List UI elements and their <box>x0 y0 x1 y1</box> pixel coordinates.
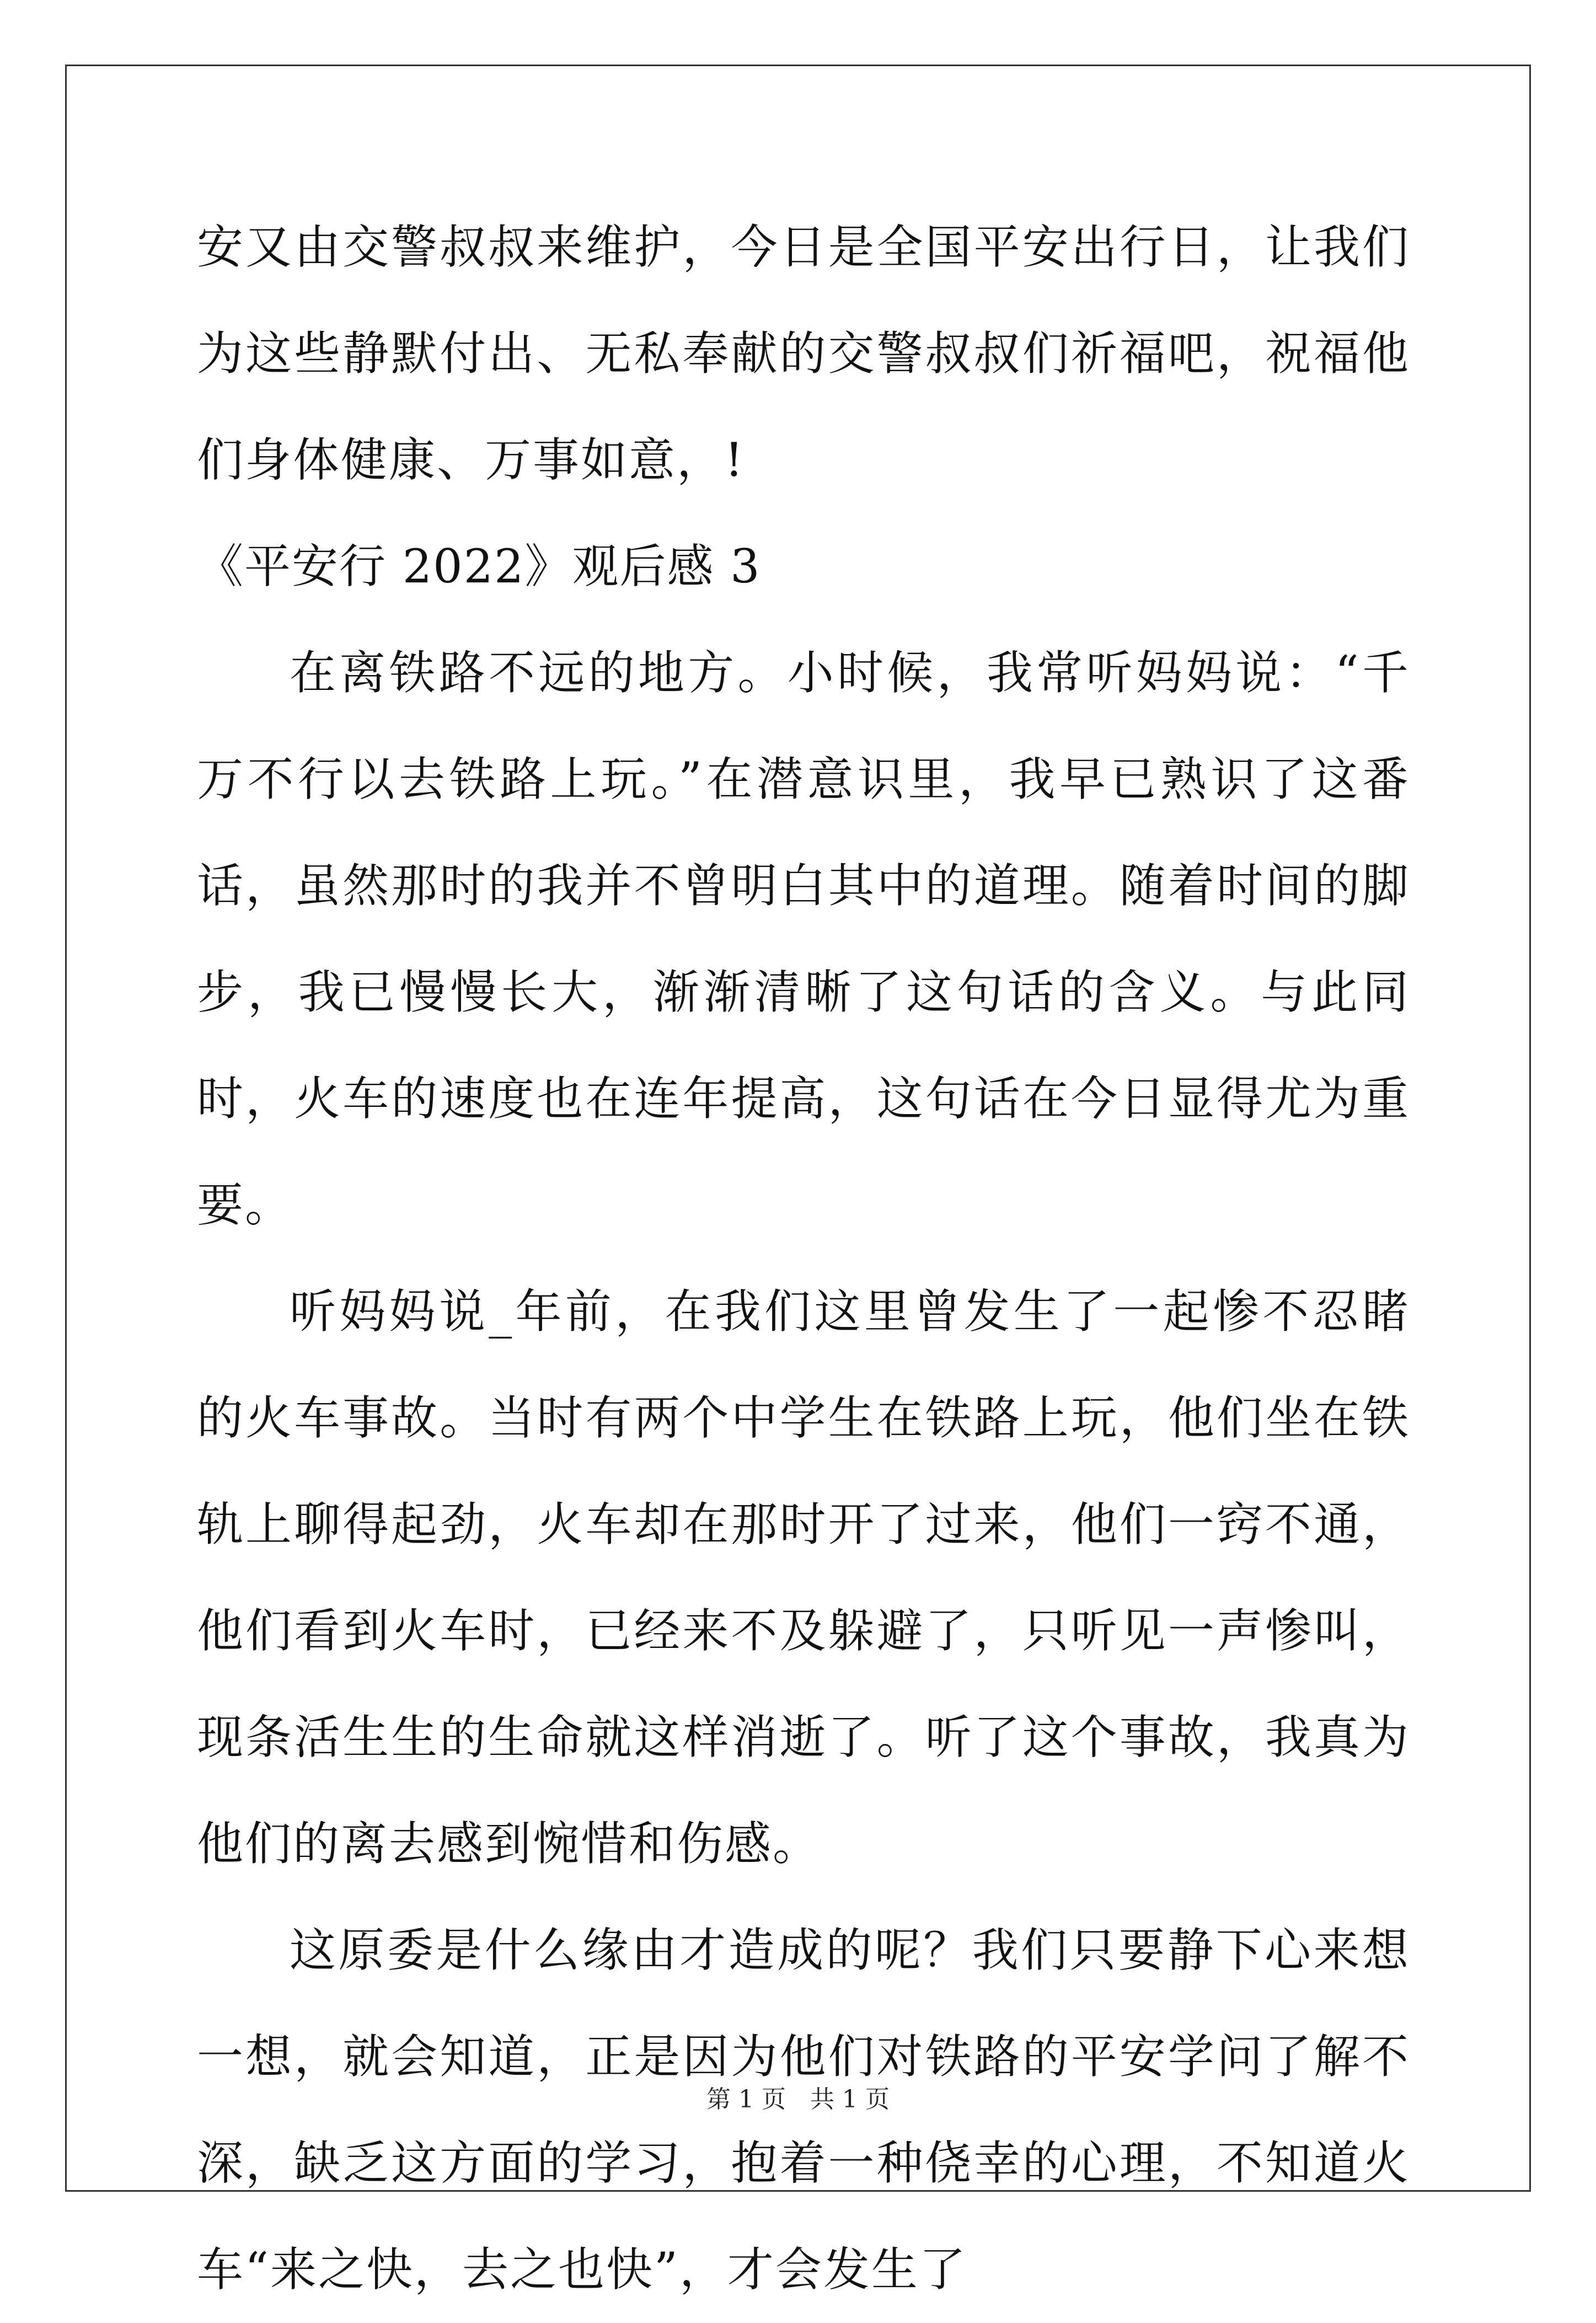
paragraph: 听妈妈说_年前，在我们这里曾发生了一起惨不忍睹的火车事故。当时有两个中学生在铁路上玩，他们坐在铁轨上聊得起劲，火车却在那时开了过来，他们一窍不通，他们看到火车时，已经来不及躲避了，只听见一声惨叫，现条活生生的生命就这样消逝了。听了这个事故，我真为他们的离去感到惋惜和伤感。 <box>197 1284 1410 1871</box>
paragraph-continuation: 安又由交警叔叔来维护，今日是全国平安出行日，让我们为这些静默付出、无私奉献的交警叔叔们祈福吧，祝福他们身体健康、万事如意，! <box>197 220 1410 487</box>
paragraph: 在离铁路不远的地方。小时候，我常听妈妈说：“千万不行以去铁路上玩。”在潜意识里，我早已熟识了这番话，虽然那时的我并不曾明白其中的道理。随着时间的脚步，我已慢慢长大，渐渐清晰了这句话的含义。与此同时，火车的速度也在连年提高，这句话在今日显得尤为重要。 <box>197 646 1410 1232</box>
section-heading: 《平安行 2022》观后感 3 <box>197 539 761 593</box>
paragraph: 这原委是什么缘由才造成的呢？我们只要静下心来想一想，就会知道，正是因为他们对铁路的平安学问了解不深，缺乏这方面的学习，抱着一种侥幸的心理，不知道火车“来之快，去之也快”，才会发生了 <box>197 1923 1410 2297</box>
page-footer: 第 1 页 共 1 页 <box>706 2085 890 2113</box>
document-body <box>197 194 1410 2323</box>
